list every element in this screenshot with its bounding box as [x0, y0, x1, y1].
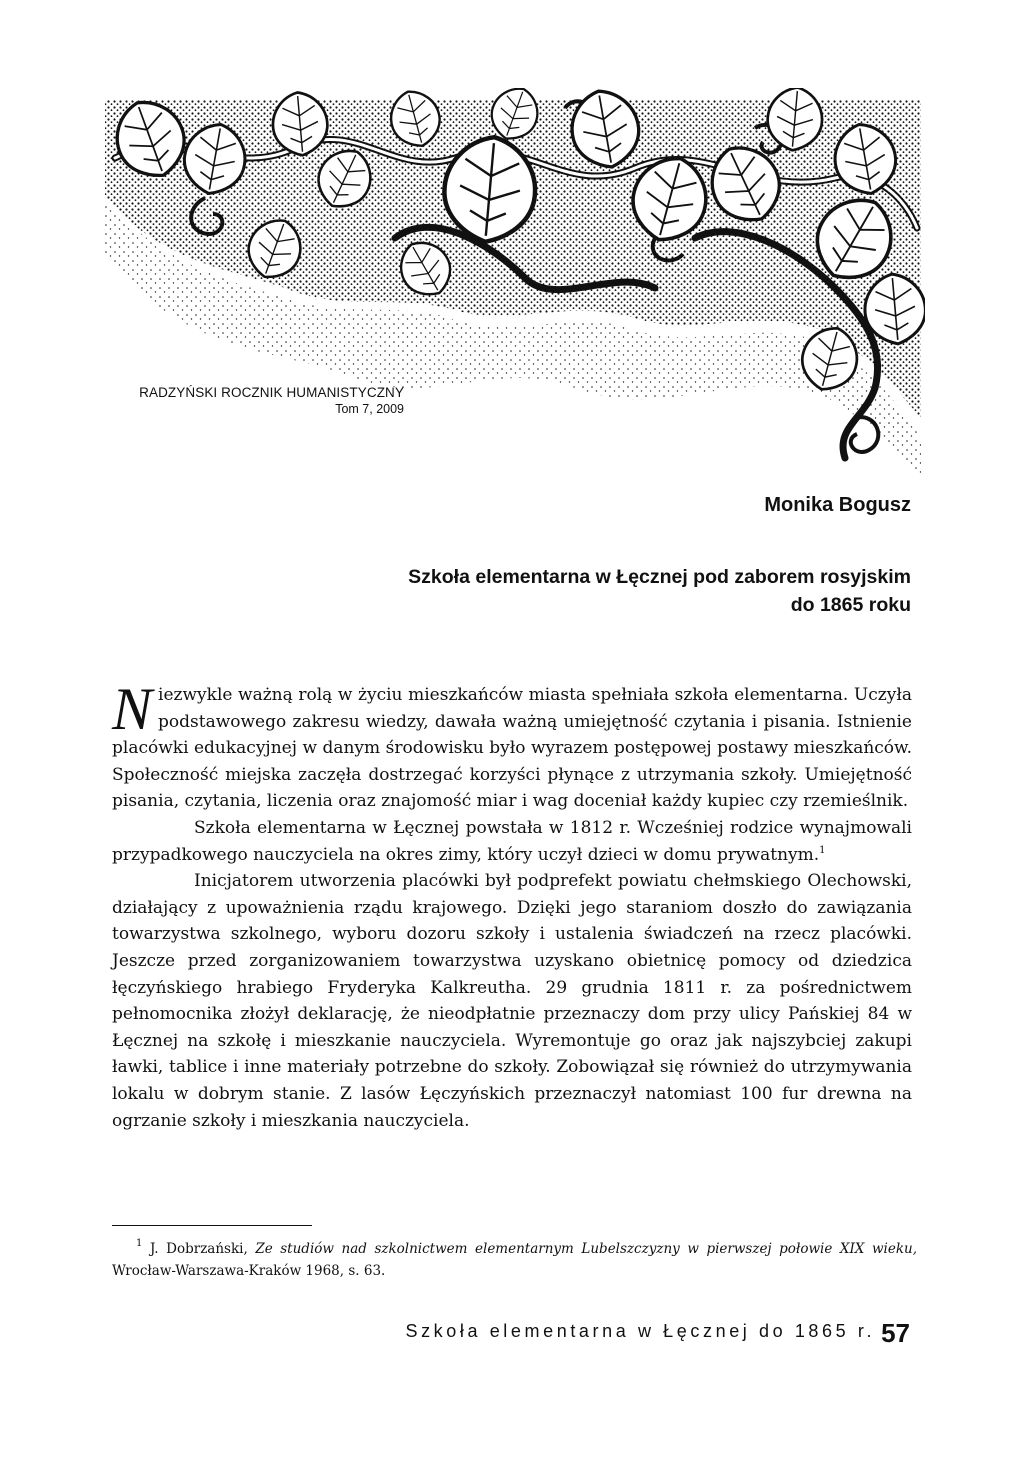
journal-name: RADZYŃSKI ROCZNIK HUMANISTYCZNY — [139, 385, 404, 400]
body-paragraph-2-text: Szkoła elementarna w Łęcznej powstała w 1812 r. Wcześniej rodzice wynajmowali przypadkowego nauczyciela na okres zimy, który uczył dzieci w domu prywatnym. — [112, 817, 912, 865]
footnote-author: J. Dobrzański, — [149, 1241, 256, 1257]
footnote-title: Ze studiów nad szkolnictwem elementarnym Lubelszczyzny w pierwszej połowie XIX wieku, — [255, 1241, 918, 1257]
journal-volume: Tom 7, 2009 — [335, 402, 404, 416]
footnote-item — [112, 1238, 917, 1282]
running-footer — [405, 1318, 910, 1349]
article-title-line-1: Szkoła elementarna w Łęcznej pod zaborem rosyjskim — [408, 566, 911, 588]
ivy-ornament-illustration — [95, 88, 925, 508]
body-paragraph-1 — [112, 676, 912, 815]
footnote-number: 1 — [136, 1238, 143, 1249]
journal-header — [112, 385, 404, 416]
body-paragraph-3-text: Inicjatorem utworzenia placówki był podprefekt powiatu chełmskiego Olechowski, działający z upoważnienia rządu krajowego. Dzięki jego staraniom doszło do zawiązania towarzystwa szkolnego, wyboru dozoru szkoły i ustalenia świadczeń na rzecz placówki. Jeszcze przed zorganizowaniem towarzystwa uzyskano obietnicę pomocy od dziedzica łęczyńskiego hrabiego Fryderyka Kalkreutha. 29 grudnia 1811 r. za pośrednictwem pełnomocnika złożył deklarację, że nieodpłatnie przeznaczy dom przy ulicy Pańskiej 84 w Łęcznej na szkołę i mieszkanie nauczyciela. Wyremontuje go oraz jak najszybciej zakupi ławki, tablice i inne materiały potrzebne do szkoły. Zobowiązał się również do utrzymywania lokalu w dobrym stanie. Z lasów Łęczyńskich przeznaczył natomiast 100 fur drewna na ogrzanie szkoły i mieszkania nauczyciela. — [112, 871, 912, 1131]
article-body — [112, 676, 912, 1134]
body-paragraph-1-text: iezwykle ważną rolą w życiu mieszkańców miasta spełniała szkoła elementarna. Uczyła podstawowego zakresu wiedzy, dawała ważną umiejętność czytania i pisania. Istnienie placówki edukacyjnej w danym środowisku było wyrazem postępowej postawy mieszkańców. Społeczność miejska zaczęła dostrzegać korzyści płynące z utrzymania szkoły. Umiejętność pisania, czytania, liczenia oraz znajomość miar i wag doceniał każdy kupiec czy rzemieślnik. — [112, 685, 912, 812]
article-author: Monika Bogusz — [764, 494, 911, 516]
article-title-line-2: do 1865 roku — [790, 594, 911, 616]
body-paragraph-2 — [112, 815, 912, 868]
footnote-reference[interactable]: 1 — [819, 844, 826, 856]
page-number: 57 — [881, 1318, 910, 1348]
body-paragraph-3 — [112, 868, 912, 1134]
drop-cap: N — [112, 676, 153, 742]
running-footer-title: Szkoła elementarna w Łęcznej do 1865 r. — [405, 1321, 876, 1341]
footnotes — [112, 1238, 917, 1282]
article-title — [271, 563, 911, 619]
footnote-publication: Wrocław-Warszawa-Kraków 1968, s. 63. — [112, 1263, 386, 1279]
footnote-separator — [112, 1225, 312, 1226]
